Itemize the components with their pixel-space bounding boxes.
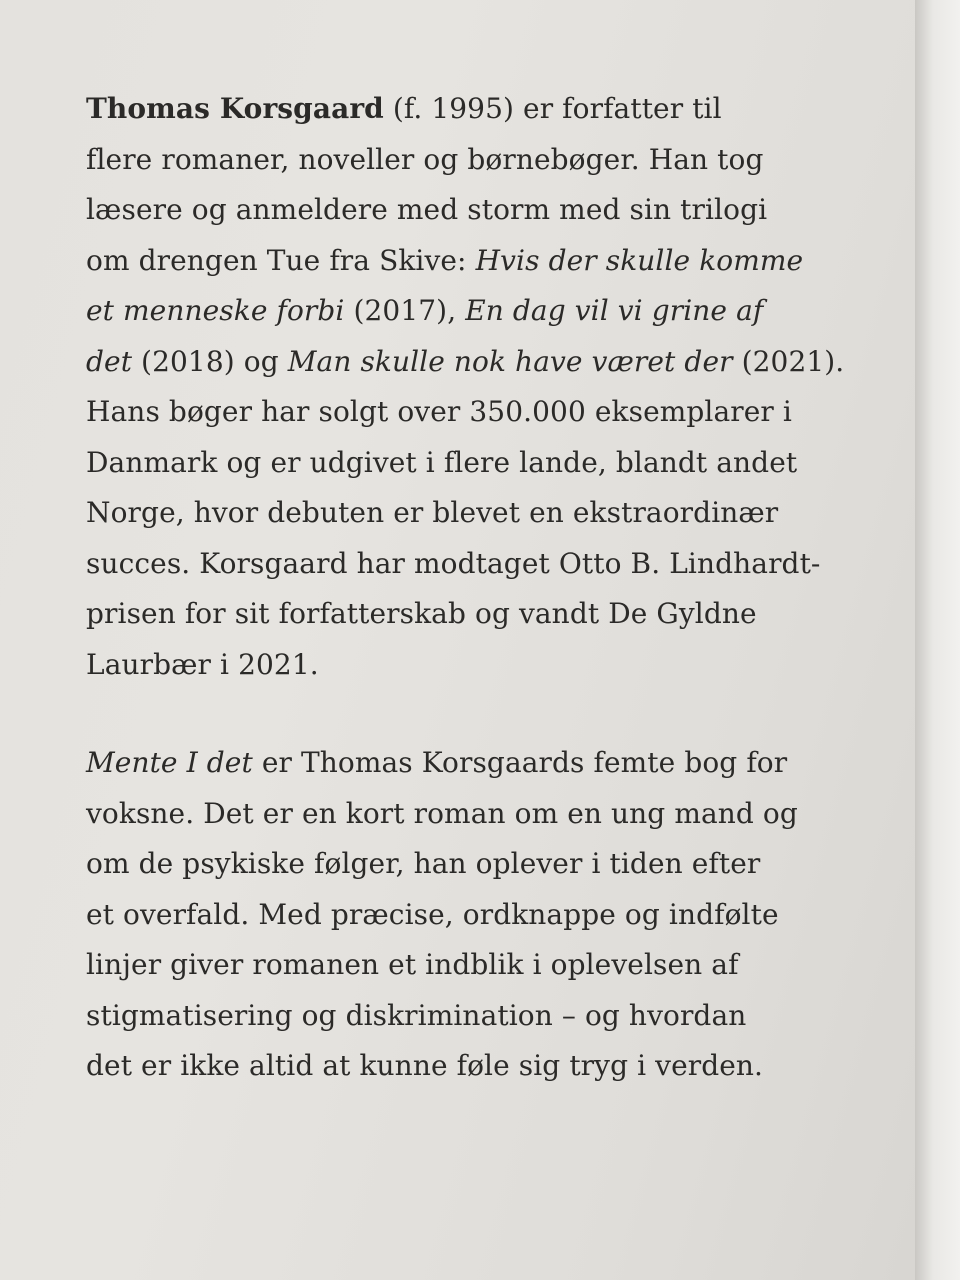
page-edge xyxy=(915,0,960,1280)
text-line xyxy=(86,991,846,1042)
text-segment: er Thomas Korsgaards femte bog for xyxy=(252,746,788,779)
text-segment: voksne. Det er en kort roman om en ung mand og xyxy=(86,796,798,830)
book-title: det xyxy=(86,344,133,378)
text-segment: læsere og anmeldere med storm med sin trilogi xyxy=(86,193,768,226)
text-segment: et overfald. Med præcise, ordknappe og indfølte xyxy=(86,897,779,931)
author-bio-paragraph xyxy=(86,84,846,690)
book-title: et menneske forbi xyxy=(86,294,345,327)
text-segment: Laurbær i 2021. xyxy=(86,647,319,681)
text-segment: Danmark og er udgivet i flere lande, blandt andet xyxy=(86,445,798,479)
book-description-paragraph xyxy=(86,738,846,1092)
book-title: Mente I det xyxy=(86,746,253,779)
text-line xyxy=(86,135,846,186)
text-line xyxy=(86,387,846,438)
text-segment: om de psykiske følger, han oplever i tiden efter xyxy=(86,847,761,880)
text-segment: stigmatisering og diskrimination – og hvordan xyxy=(86,998,747,1032)
text-line xyxy=(86,839,846,890)
text-line xyxy=(86,940,846,991)
book-title: En dag vil vi grine af xyxy=(465,294,764,327)
text-line xyxy=(86,236,846,287)
text-segment: succes. Korsgaard har modtaget Otto B. Lindhardt- xyxy=(86,546,821,580)
text-line xyxy=(86,738,846,789)
text-line xyxy=(86,539,846,590)
text-line xyxy=(86,589,846,640)
text-segment: linjer giver romanen et indblik i oplevelsen af xyxy=(86,948,739,981)
text-segment: det er ikke altid at kunne føle sig tryg i verden. xyxy=(86,1049,764,1082)
book-title: Hvis der skulle komme xyxy=(475,243,804,277)
text-line xyxy=(86,1041,846,1092)
text-line xyxy=(86,286,846,337)
text-segment: Norge, hvor debuten er blevet en ekstraordinær xyxy=(86,496,779,529)
text-segment: om drengen Tue fra Skive: xyxy=(86,243,476,277)
text-segment: (2021). xyxy=(732,344,845,378)
author-name: Thomas Korsgaard xyxy=(86,92,384,125)
text-line xyxy=(86,640,846,691)
text-line xyxy=(86,488,846,539)
text-line xyxy=(86,890,846,941)
text-line xyxy=(86,789,846,840)
text-line xyxy=(86,438,846,489)
text-line xyxy=(86,84,846,135)
text-segment: (2017), xyxy=(344,294,466,327)
text-segment: flere romaner, noveller og børnebøger. Han tog xyxy=(86,142,764,176)
book-title: Man skulle nok have været der xyxy=(287,344,733,378)
text-line xyxy=(86,185,846,236)
text-segment: (f. 1995) er forfatter til xyxy=(383,92,722,125)
text-line xyxy=(86,337,846,388)
text-segment: prisen for sit forfatterskab og vandt De Gyldne xyxy=(86,597,757,630)
text-segment: Hans bøger har solgt over 350.000 eksemplarer i xyxy=(86,395,792,428)
text-segment: (2018) og xyxy=(132,344,288,378)
